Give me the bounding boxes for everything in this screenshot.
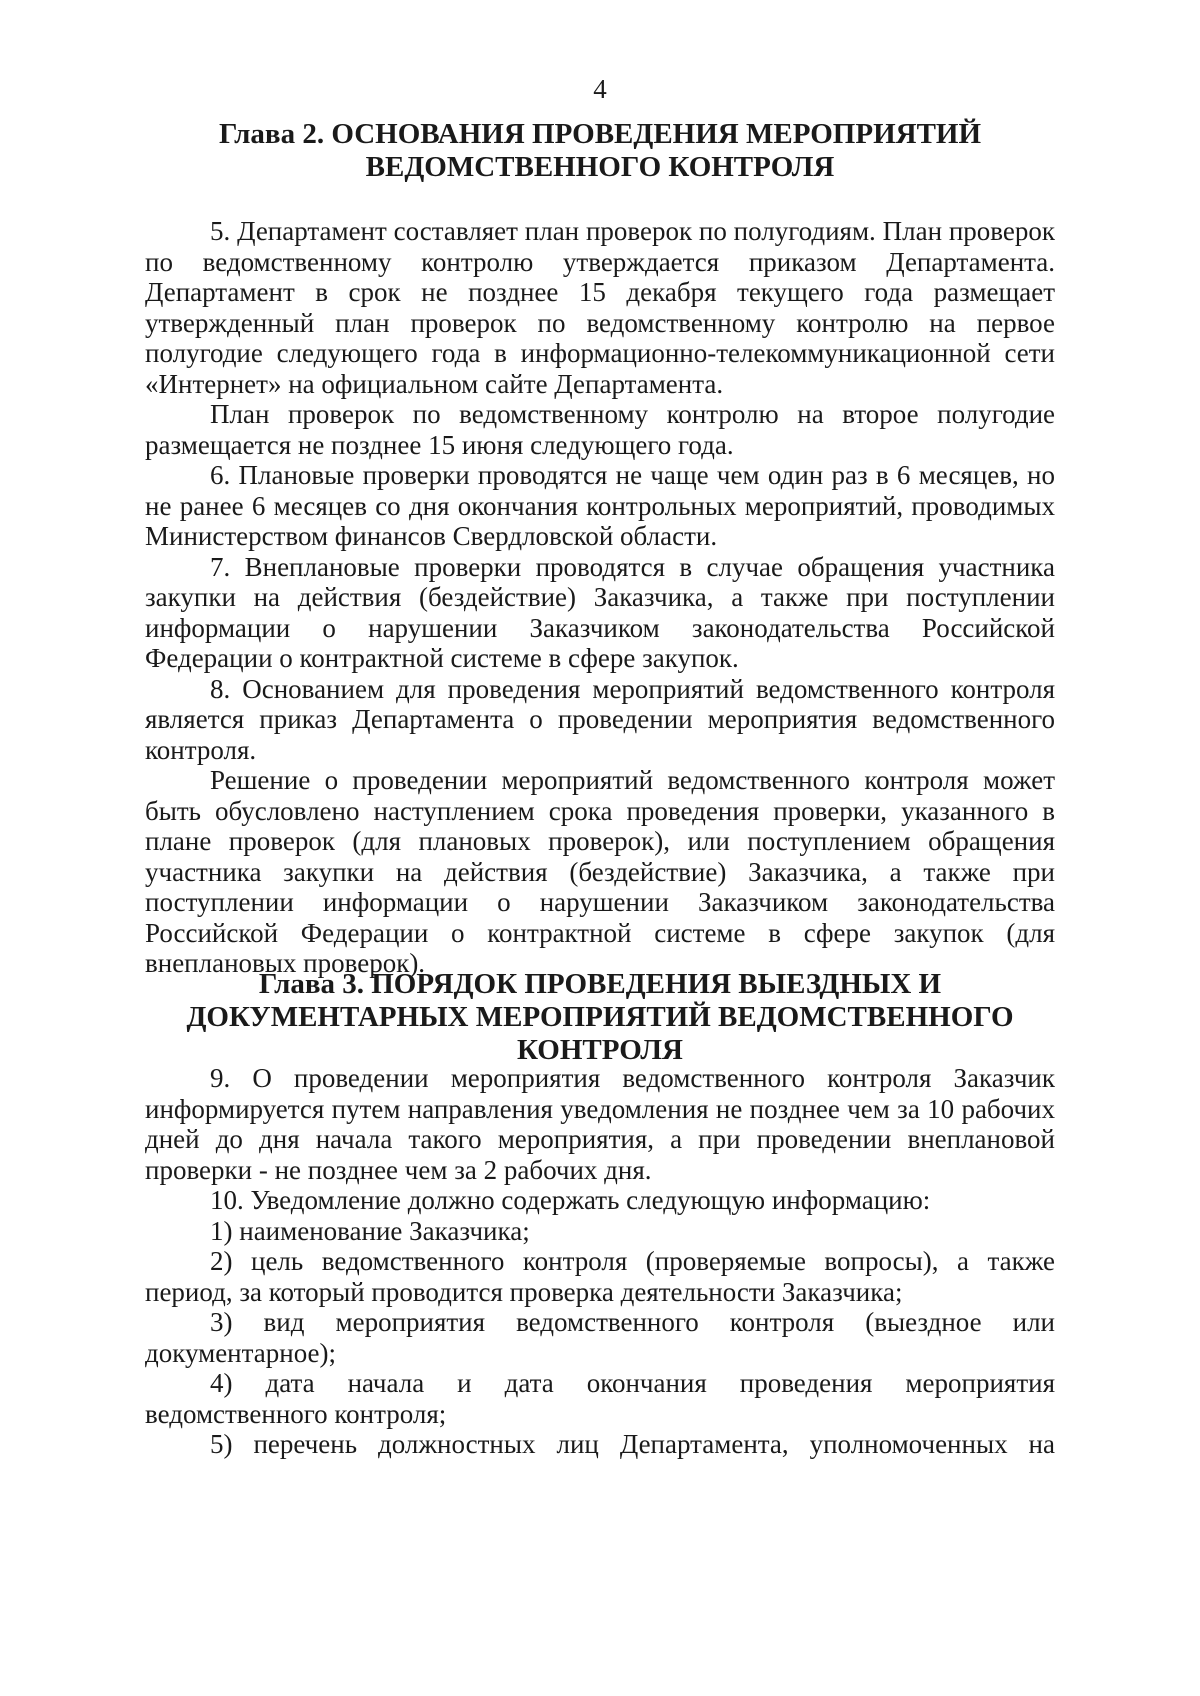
paragraph-5: 5. Департамент составляет план проверок по полугодиям. План проверок по ведомственному контролю утверждается приказом Департамента. Департамент в срок не позднее 15 декабря текущего года размещает утвержденный план проверок по ведомственному контролю на первое полугодие следующего года в информационно-телекоммуникационной сети «Интернет» на официальном сайте Департамента. <box>145 216 1055 399</box>
paragraph-8: 8. Основанием для проведения мероприятий ведомственного контроля является приказ Департамента о проведении мероприятия ведомственного контроля. <box>145 673 1055 765</box>
paragraph-7: 7. Внеплановые проверки проводятся в случае обращения участника закупки на действия (бездействие) Заказчика, а также при поступлении информации о нарушении Заказчиком законодательства Российской Федерации о контрактной системе в сфере закупок. <box>145 551 1055 673</box>
chapter-2-title-line-2: ВЕДОМСТВЕННОГО КОНТРОЛЯ <box>365 151 835 183</box>
paragraph-8-decision: Решение о проведении мероприятий ведомственного контроля может быть обусловлено наступлением срока проведения проверки, указанного в плане проверок (для плановых проверок), или поступлением обращения участника закупки на действия (бездействие) Заказчика, а также при поступлении информации о нарушении Заказчиком законодательства Российской Федерации о контрактной системе в сфере закупок (для внеплановых проверок). <box>145 765 1055 978</box>
paragraph-9: 9. О проведении мероприятия ведомственного контроля Заказчик информируется путем направления уведомления не позднее чем за 10 рабочих дней до дня начала такого мероприятия, а при проведении внеплановой проверки - не позднее чем за 2 рабочих дня. <box>145 1063 1055 1185</box>
chapter-3-title-line-2: ДОКУМЕНТАРНЫХ МЕРОПРИЯТИЙ ВЕДОМСТВЕННОГО КОНТРОЛЯ <box>186 1001 1014 1066</box>
list-item-1: 1) наименование Заказчика; <box>210 1215 530 1246</box>
chapter-2-title-line-1: Глава 2. ОСНОВАНИЯ ПРОВЕДЕНИЯ МЕРОПРИЯТИЙ <box>218 118 982 150</box>
chapter-2-title <box>140 118 1060 184</box>
chapter-3-body <box>145 1063 1055 1460</box>
list-item-4: 4) дата начала и дата окончания проведения мероприятия ведомственного контроля; <box>145 1368 1055 1429</box>
page-number: 4 <box>593 74 607 104</box>
list-item-3: 3) вид мероприятия ведомственного контроля (выездное или документарное); <box>145 1307 1055 1368</box>
paragraph-5-plan-second-half: План проверок по ведомственному контролю на второе полугодие размещается не позднее 15 июня следующего года. <box>145 399 1055 460</box>
list-item-5: 5) перечень должностных лиц Департамента, уполномоченных на <box>210 1429 1055 1459</box>
paragraph-10: 10. Уведомление должно содержать следующую информацию: <box>210 1185 931 1215</box>
paragraph-6: 6. Плановые проверки проводятся не чаще чем один раз в 6 месяцев, но не ранее 6 месяцев со дня окончания контрольных мероприятий, проводимых Министерством финансов Свердловской области. <box>145 460 1055 551</box>
chapter-3-title <box>140 968 1060 1067</box>
chapter-3-title-line-1: Глава 3. ПОРЯДОК ПРОВЕДЕНИЯ ВЫЕЗДНЫХ И <box>258 968 942 1000</box>
list-item-2: 2) цель ведомственного контроля (проверяемые вопросы), а также период, за который проводится проверка деятельности Заказчика; <box>145 1246 1055 1307</box>
chapter-2-body <box>145 216 1055 979</box>
